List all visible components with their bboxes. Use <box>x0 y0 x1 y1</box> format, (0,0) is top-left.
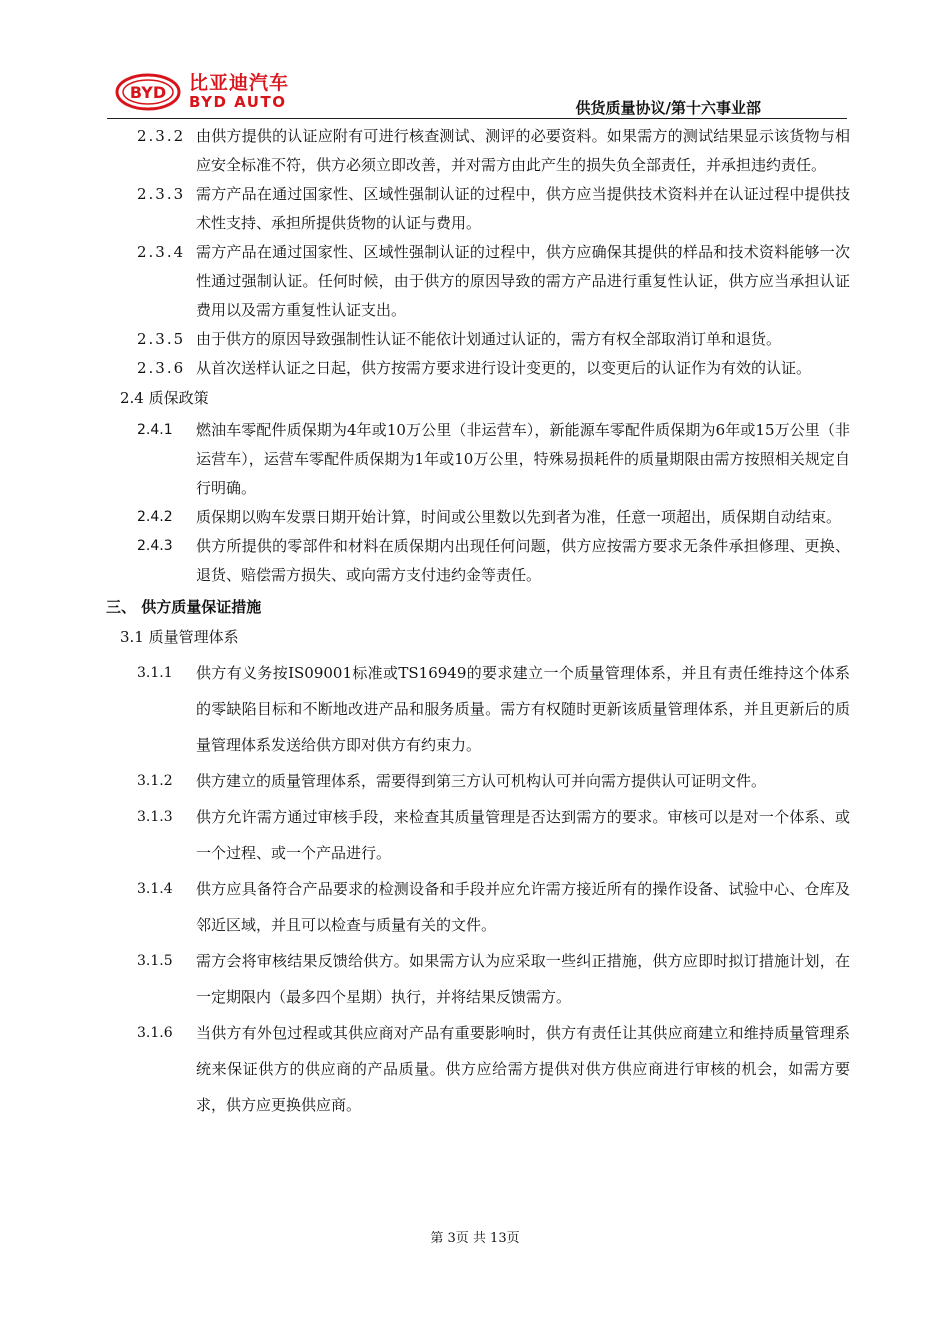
byd-oval-logo-icon <box>115 72 181 112</box>
document-title: 供货质量协议/第十六事业部 <box>575 99 761 117</box>
byd-logo <box>115 72 289 112</box>
clause-number: 3.1.6 <box>137 1025 173 1041</box>
clause-text: 供方建立的质量管理体系，需要得到第三方认可机构认可并向需方提供认可证明文件。 <box>196 772 767 790</box>
subsection-heading-2-4: 2.4 质保政策 <box>120 389 209 407</box>
clause-2-3-5 <box>0 325 950 354</box>
clause-number: 2.4.3 <box>137 538 173 554</box>
clause-text: 需方会将审核结果反馈给供方。如果需方认为应采取一些纠正措施，供方应即时拟订措施计划，在一定期限内（最多四个星期）执行，并将结果反馈需方。 <box>196 952 850 1006</box>
logo-mark-text: BYD <box>129 83 167 102</box>
clause-number: 2.4.1 <box>137 422 173 438</box>
clause-2-3-3 <box>0 180 950 238</box>
clause-text: 质保期以购车发票日期开始计算，时间或公里数以先到者为准，任意一项超出，质保期自动结束。 <box>196 508 842 526</box>
clause-2-3-2 <box>0 122 950 180</box>
clause-text: 燃油车零配件质保期为4年或10万公里（非运营车），新能源车零配件质保期为6年或15万公里（非运营车），运营车零配件质保期为1年或10万公里，特殊易损耗件的质量期限由需方按照相关规定自行明确。 <box>196 421 850 497</box>
clause-list-2-4 <box>0 416 950 590</box>
clause-2-3-6 <box>0 354 950 383</box>
brand-chinese-name: 比亚迪汽车 <box>189 72 290 94</box>
page-header <box>107 70 847 119</box>
subsection-heading-3-1: 3.1 质量管理体系 <box>120 628 239 646</box>
clause-number: 2.3.4 <box>137 243 186 261</box>
clause-text: 需方产品在通过国家性、区域性强制认证的过程中，供方应确保其提供的样品和技术资料能够一次性通过强制认证。任何时候，由于供方的原因导致的需方产品进行重复性认证，供方应当承担认证费用以及需方重复性认证支出。 <box>196 243 850 319</box>
clause-text: 当供方有外包过程或其供应商对产品有重要影响时，供方有责任让其供应商建立和维持质量管理系统来保证供方的供应商的产品质量。供方应给需方提供对供方供应商进行审核的机会，如需方要求，供方应更换供应商。 <box>196 1024 850 1114</box>
clause-text: 供方允许需方通过审核手段，来检查其质量管理是否达到需方的要求。审核可以是对一个体系、或一个过程、或一个产品进行。 <box>196 808 850 862</box>
page-footer: 第 3页 共 13页 <box>430 1231 520 1246</box>
clause-number: 2.4.2 <box>137 509 173 525</box>
clause-2-3-4 <box>0 238 950 325</box>
clause-2-4-2 <box>0 503 950 532</box>
clause-text: 供方有义务按IS09001标准或TS16949的要求建立一个质量管理体系，并且有责任维持这个体系的零缺陷目标和不断地改进产品和服务质量。需方有权随时更新该质量管理体系，并且更新后的质量管理体系发送给供方即对供方有约束力。 <box>196 664 850 754</box>
clause-number: 3.1.2 <box>137 773 173 789</box>
clause-number: 3.1.5 <box>137 953 173 969</box>
clause-number: 3.1.4 <box>137 881 173 897</box>
clause-2-4-3 <box>0 532 950 590</box>
clause-number: 2.3.3 <box>137 185 186 203</box>
clause-text: 供方所提供的零部件和材料在质保期内出现任何问题，供方应按需方要求无条件承担修理、更换、退货、赔偿需方损失、或向需方支付违约金等责任。 <box>196 537 850 584</box>
clause-number: 2.3.2 <box>137 127 186 145</box>
clause-list-3-1 <box>0 655 950 1123</box>
clause-3-1-2 <box>0 763 950 799</box>
clause-number: 3.1.3 <box>137 809 173 825</box>
brand-english-name: BYD AUTO <box>189 93 287 111</box>
clause-3-1-1 <box>0 655 950 763</box>
clause-number: 2.3.6 <box>137 359 186 377</box>
clause-3-1-4 <box>0 871 950 943</box>
clause-3-1-5 <box>0 943 950 1015</box>
clause-text: 供方应具备符合产品要求的检测设备和手段并应允许需方接近所有的操作设备、试验中心、仓库及邻近区域，并且可以检查与质量有关的文件。 <box>196 880 850 934</box>
page-content <box>0 122 950 1123</box>
clause-number: 3.1.1 <box>137 665 173 681</box>
clause-number: 2.3.5 <box>137 330 186 348</box>
clause-list-2-3 <box>0 122 950 383</box>
clause-text: 由于供方的原因导致强制性认证不能依计划通过认证的，需方有权全部取消订单和退货。 <box>196 330 782 348</box>
clause-text: 由供方提供的认证应附有可进行核查测试、测评的必要资料。如果需方的测试结果显示该货物与相应安全标准不符，供方必须立即改善，并对需方由此产生的损失负全部责任，并承担违约责任。 <box>196 127 850 174</box>
clause-text: 从首次送样认证之日起，供方按需方要求进行设计变更的，以变更后的认证作为有效的认证。 <box>196 359 812 377</box>
clause-text: 需方产品在通过国家性、区域性强制认证的过程中，供方应当提供技术资料并在认证过程中提供技术性支持、承担所提供货物的认证与费用。 <box>196 185 850 232</box>
clause-2-4-1 <box>0 416 950 503</box>
section-heading-3: 三、 供方质量保证措施 <box>106 598 262 616</box>
clause-3-1-6 <box>0 1015 950 1123</box>
clause-3-1-3 <box>0 799 950 871</box>
